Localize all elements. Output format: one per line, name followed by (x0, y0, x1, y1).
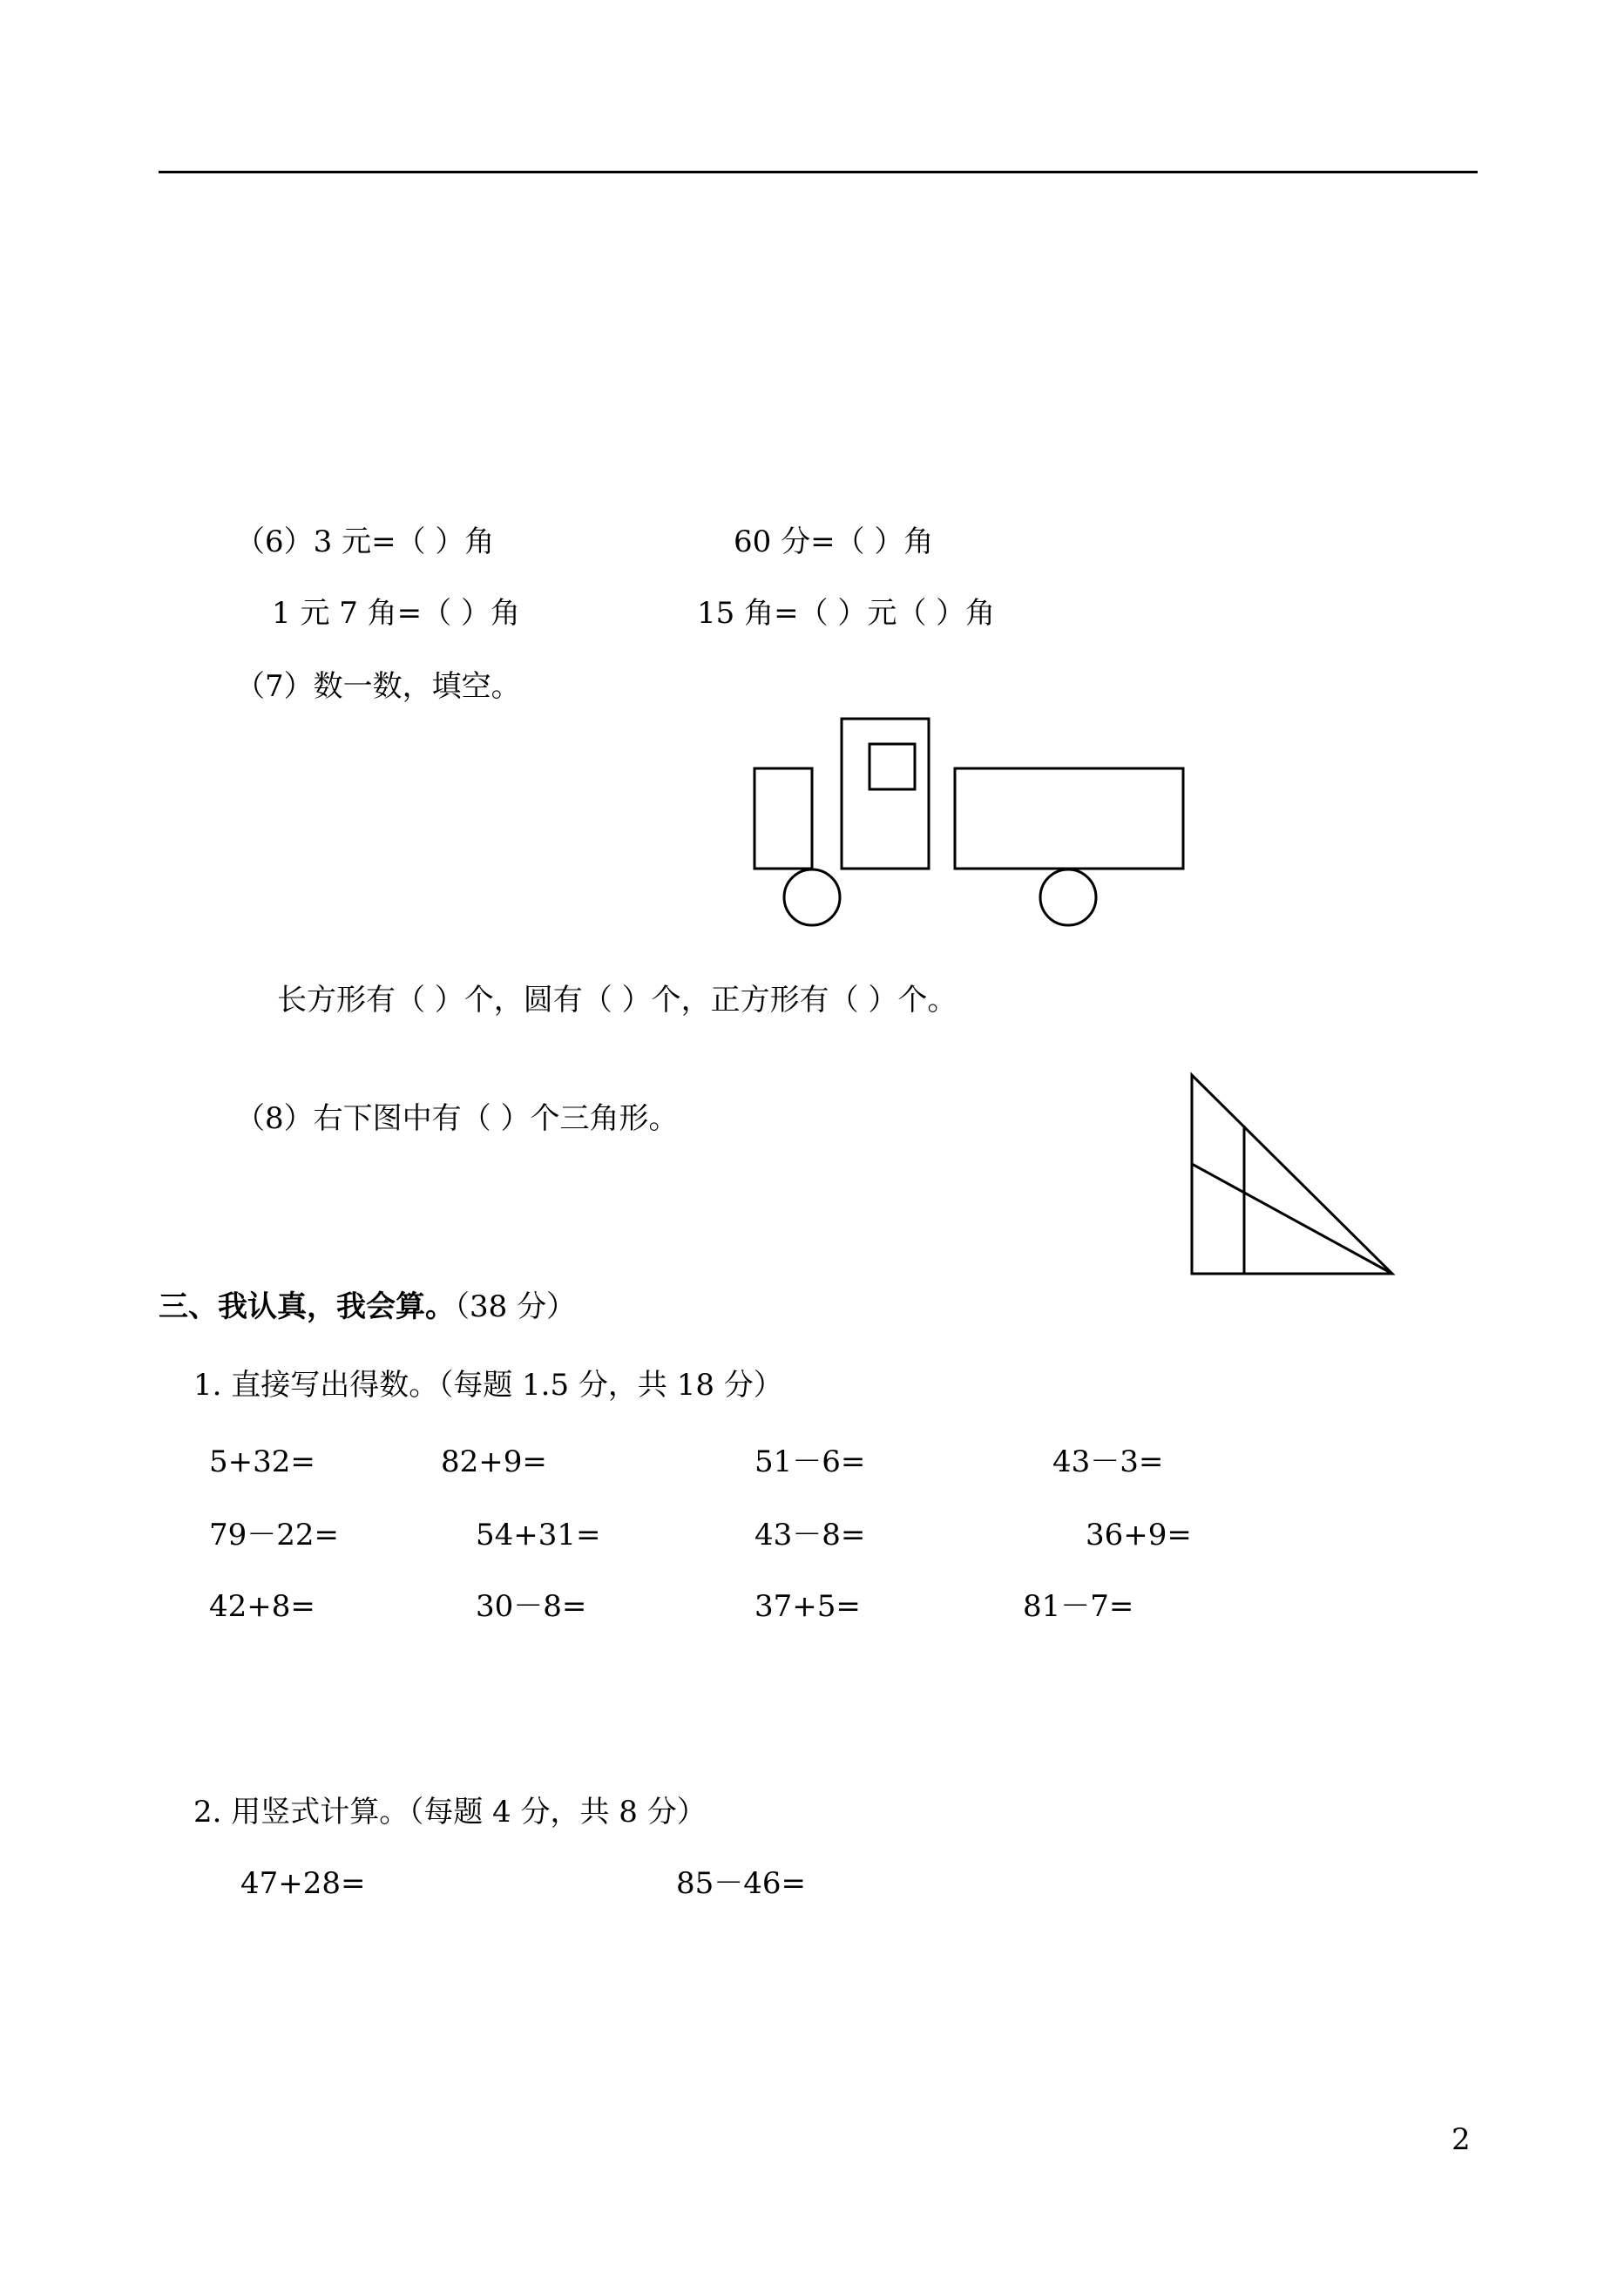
truck-cargo-rect (955, 768, 1183, 869)
q6-line1-b: 60 分=（ ）角 (734, 524, 934, 559)
calc-r2-c3: 43－8= (754, 1518, 866, 1552)
q8-title: （8）右下图中有（ ）个三角形。 (235, 1101, 679, 1136)
calc-r2-c4: 36+9= (1086, 1518, 1192, 1552)
section3-score: （38 分） (455, 1289, 577, 1324)
truck-wheel-left (784, 869, 840, 925)
part1-title: 1. 直接写出得数。（每题 1.5 分，共 18 分） (193, 1368, 783, 1403)
truck-cab-rect (842, 719, 929, 869)
q6-line2-b: 15 角=（ ）元（ ）角 (697, 596, 996, 631)
calc-r1-c4: 43－3= (1052, 1444, 1164, 1479)
calc-r3-c2: 30－8= (476, 1589, 587, 1624)
section3-heading: 三、我认真，我会算。 (159, 1289, 455, 1324)
triangle-figure (1188, 1072, 1397, 1281)
calc-r1-c2: 82+9= (441, 1444, 547, 1479)
calc-r3-c1: 42+8= (209, 1589, 315, 1624)
vertical-calc-2: 85－46= (676, 1866, 807, 1901)
q7-answer-line: 长方形有（ ）个，圆有（ ）个，正方形有（ ）个。 (277, 983, 957, 1018)
section3-heading-line (159, 1289, 576, 1324)
q6-line2-a: 1 元 7 角=（ ）角 (272, 596, 520, 631)
q7-title: （7）数一数，填空。 (235, 669, 521, 704)
calc-r3-c4: 81－7= (1023, 1589, 1134, 1624)
header-rule (159, 171, 1478, 173)
calc-r1-c1: 5+32= (209, 1444, 315, 1479)
vertical-calc-1: 47+28= (240, 1866, 366, 1901)
page-number: 2 (1451, 2122, 1471, 2157)
truck-wheel-right (1040, 869, 1096, 925)
truck-figure (749, 714, 1185, 932)
calc-r2-c2: 54+31= (476, 1518, 601, 1552)
calc-r3-c3: 37+5= (754, 1589, 861, 1624)
q6-line1-a: （6）3 元=（ ）角 (235, 524, 495, 559)
truck-window-square (870, 744, 915, 789)
part2-title: 2. 用竖式计算。（每题 4 分，共 8 分） (193, 1795, 707, 1830)
calc-r2-c1: 79－22= (209, 1518, 340, 1552)
calc-r1-c3: 51－6= (754, 1444, 866, 1479)
truck-back-rect (754, 768, 812, 869)
